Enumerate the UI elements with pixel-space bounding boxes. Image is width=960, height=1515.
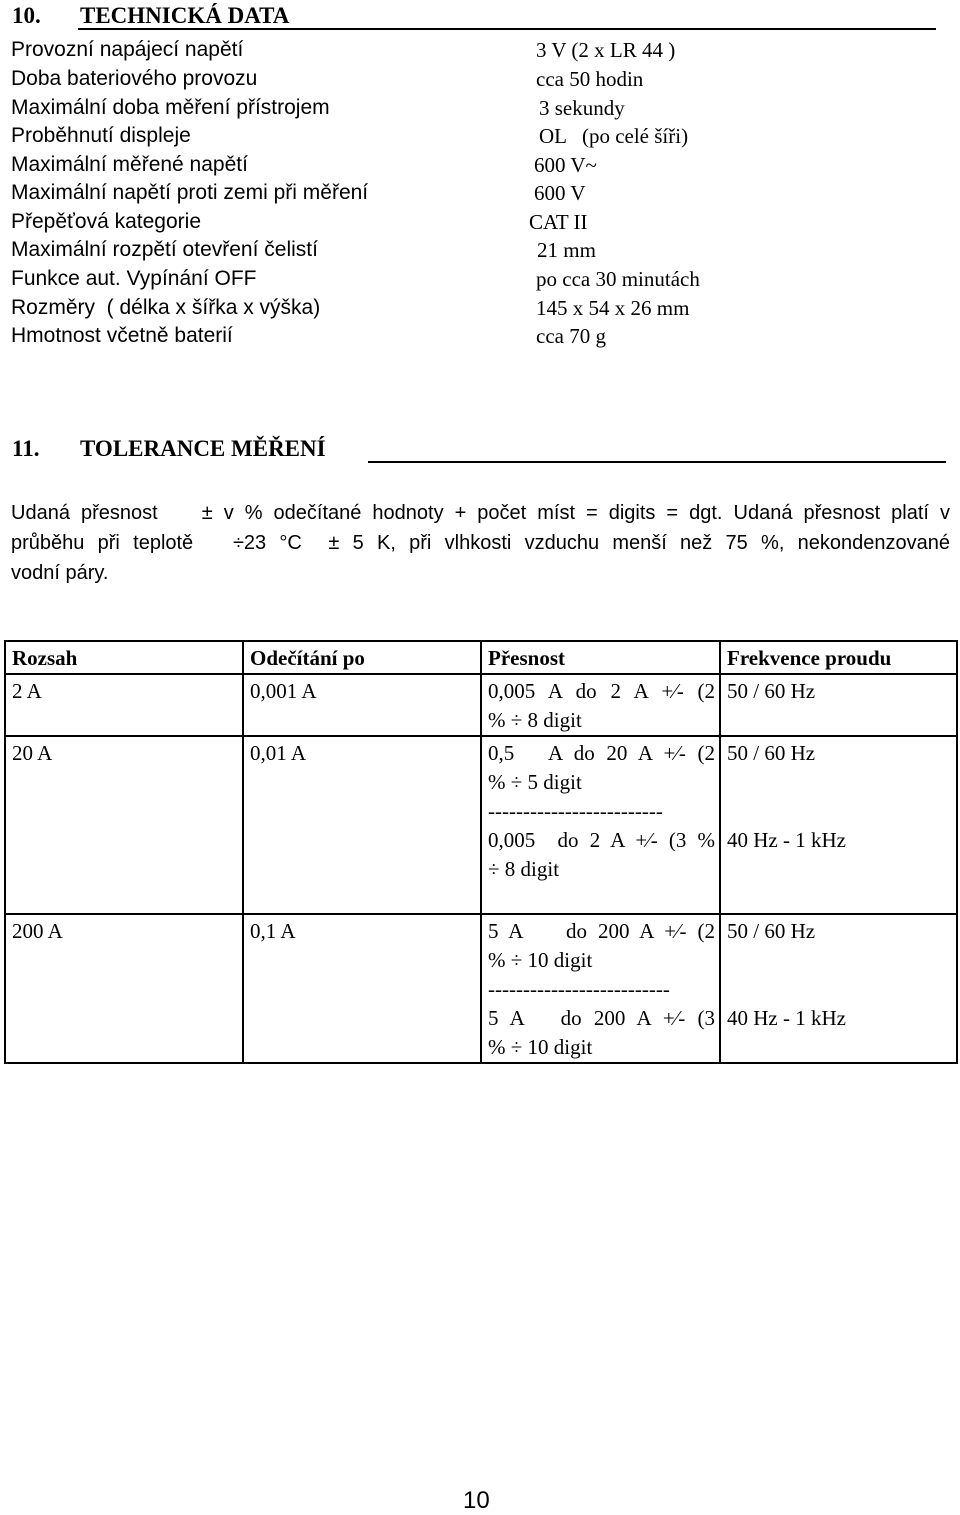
spec-label: Maximální doba měření přístrojem [11, 96, 330, 119]
section-11-underline [368, 461, 946, 463]
header-range: Rozsah [5, 641, 243, 674]
accuracy-cell [481, 736, 720, 914]
accuracy-line: 5 A do 200 A +⁄- (2 [488, 919, 715, 943]
reading-cell: 0,01 A [243, 736, 481, 914]
section-10-number: 10. [12, 3, 41, 28]
paragraph-line: vodní páry. [11, 562, 109, 584]
spec-row [11, 96, 951, 125]
spec-row [11, 296, 951, 325]
tolerance-table [4, 640, 958, 1064]
accuracy-separator: ------------------------- [488, 799, 663, 823]
spec-value: po cca 30 minutách [536, 267, 700, 291]
section-11-number: 11. [12, 436, 40, 461]
spec-row [11, 238, 951, 267]
range-cell: 20 A [5, 736, 243, 914]
paragraph-line: Udaná přesnost ± v % odečítané hodnoty + počet míst = digits = dgt. Udaná přesnost platí v [11, 502, 950, 524]
spec-row [11, 210, 951, 239]
spec-row [11, 124, 951, 153]
accuracy-line: 5 A do 200 A +⁄- (3 [488, 1006, 715, 1030]
frequency-line: 40 Hz - 1 kHz [727, 828, 846, 852]
spec-row [11, 324, 951, 353]
spec-value: OL (po celé šíři) [539, 124, 689, 148]
spec-value: cca 50 hodin [536, 67, 644, 91]
section-11-title: TOLERANCE MĚŘENÍ [80, 436, 326, 461]
spec-label: Maximální měřené napětí [11, 153, 248, 176]
spec-label: Maximální napětí proti zemi při měření [11, 181, 369, 204]
spec-row [11, 153, 951, 182]
spec-row [11, 181, 951, 210]
accuracy-line: ÷ 8 digit [488, 857, 560, 881]
spec-label: Přepěťová kategorie [11, 210, 201, 233]
section-10-heading [12, 3, 290, 29]
spec-value: 21 mm [537, 238, 596, 262]
tolerance-paragraph [11, 498, 950, 588]
section-11-heading [12, 436, 326, 462]
table-row [5, 674, 957, 736]
accuracy-cell [481, 914, 720, 1063]
spec-value: 3 V (2 x LR 44 ) [536, 38, 676, 62]
frequency-cell [720, 736, 957, 914]
paragraph-line: průběhu při teplotě ÷23 °C ± 5 K, při vlhkosti vzduchu menší než 75 %, nekondenzované [11, 532, 950, 554]
accuracy-line: 0,005 A do 2 A +⁄- (2 [488, 679, 715, 703]
spec-label: Proběhnutí displeje [11, 124, 191, 147]
accuracy-line: 0,5 A do 20 A +⁄- (2 [488, 741, 715, 765]
accuracy-line: % ÷ 10 digit [488, 1035, 593, 1059]
header-reading: Odečítání po [243, 641, 481, 674]
accuracy-cell [481, 674, 720, 736]
spec-label: Maximální rozpětí otevření čelistí [11, 238, 318, 261]
spec-value: 600 V [534, 181, 586, 205]
spec-label: Hmotnost včetně baterií [11, 324, 233, 347]
header-frequency: Frekvence proudu [720, 641, 957, 674]
spec-label: Rozměry ( délka x šířka x výška) [11, 296, 321, 319]
reading-cell: 0,001 A [243, 674, 481, 736]
frequency-line: 40 Hz - 1 kHz [727, 1006, 846, 1030]
spec-row [11, 38, 951, 67]
accuracy-line: % ÷ 5 digit [488, 770, 582, 794]
accuracy-line: % ÷ 8 digit [488, 708, 582, 732]
section-10-title: TECHNICKÁ DATA [80, 3, 290, 28]
spec-row [11, 67, 951, 96]
range-cell: 200 A [5, 914, 243, 1063]
spec-value: cca 70 g [536, 324, 606, 348]
table-header-row [5, 641, 957, 674]
accuracy-separator: -------------------------- [488, 977, 670, 1001]
frequency-line: 50 / 60 Hz [727, 741, 816, 765]
spec-label: Funkce aut. Vypínání OFF [11, 267, 257, 290]
frequency-cell [720, 674, 957, 736]
page-number: 10 [463, 1487, 490, 1514]
spec-value: 600 V~ [534, 153, 597, 177]
header-accuracy: Přesnost [481, 641, 720, 674]
spec-label: Provozní napájecí napětí [11, 38, 244, 61]
table-row [5, 736, 957, 914]
spec-row [11, 267, 951, 296]
spec-value: CAT II [529, 210, 588, 234]
spec-value: 3 sekundy [539, 96, 625, 120]
reading-cell: 0,1 A [243, 914, 481, 1063]
accuracy-line: % ÷ 10 digit [488, 948, 593, 972]
spec-value: 145 x 54 x 26 mm [536, 296, 690, 320]
frequency-line: 50 / 60 Hz [727, 919, 816, 943]
spec-label: Doba bateriového provozu [11, 67, 258, 90]
frequency-cell [720, 914, 957, 1063]
section-10-underline [78, 28, 936, 30]
frequency-line: 50 / 60 Hz [727, 679, 816, 703]
accuracy-line: 0,005 do 2 A +⁄- (3 % [488, 828, 715, 852]
table-row [5, 914, 957, 1063]
range-cell: 2 A [5, 674, 243, 736]
